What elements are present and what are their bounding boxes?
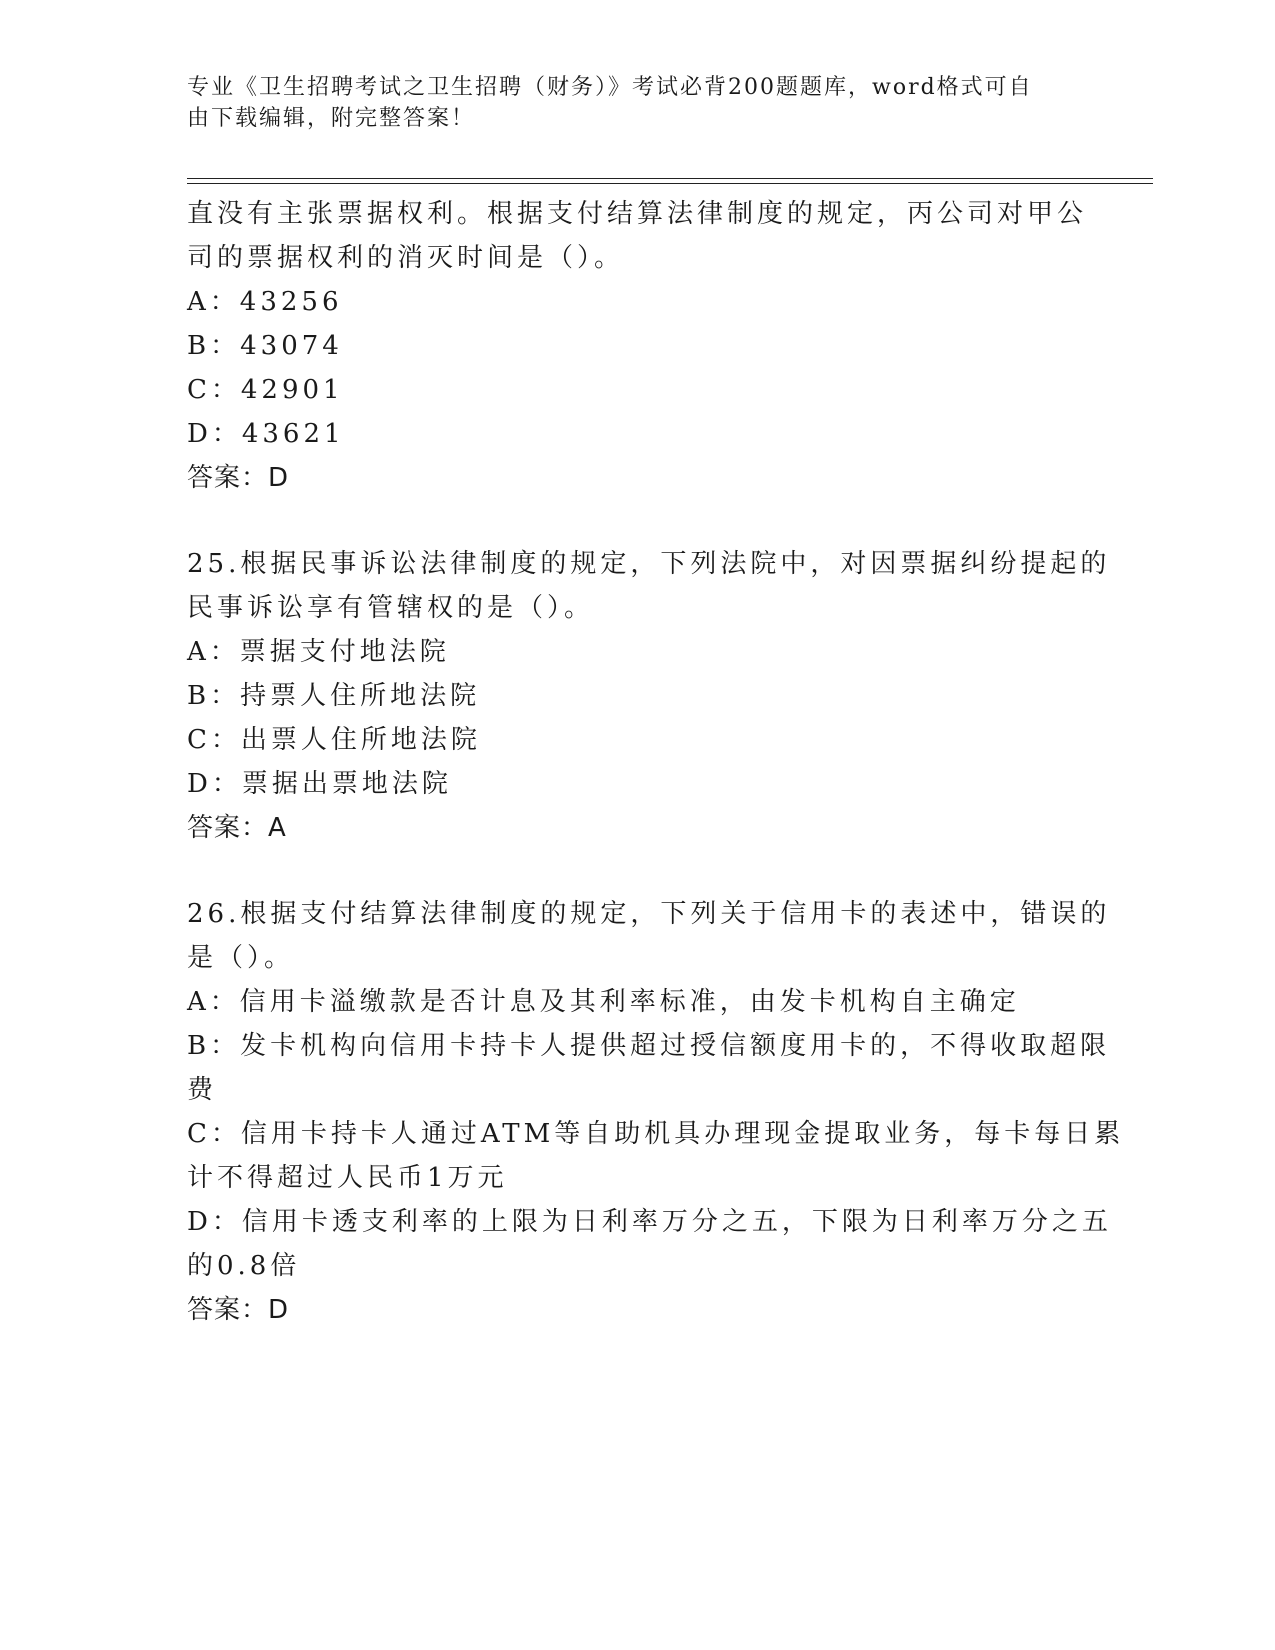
option-d-continuation: 的0.8倍 <box>187 1251 301 1281</box>
option-a: A：票据支付地法院 <box>187 637 450 667</box>
option-d: D：43621 <box>187 419 345 449</box>
header-divider-top <box>187 178 1153 179</box>
answer-line: 答案：D <box>187 1295 290 1325</box>
question-stem-line: 民事诉讼享有管辖权的是（）。 <box>187 593 595 623</box>
question-24 <box>187 192 1087 500</box>
option-d: D：信用卡透支利率的上限为日利率万分之五，下限为日利率万分之五 <box>187 1207 1112 1237</box>
document-header <box>187 72 1067 134</box>
option-b: B：发卡机构向信用卡持卡人提供超过授信额度用卡的，不得收取超限 <box>187 1031 1111 1061</box>
option-b: B：43074 <box>187 331 343 361</box>
question-stem-line: 26.根据支付结算法律制度的规定，下列关于信用卡的表述中，错误的 <box>187 899 1111 929</box>
spacer <box>187 850 1087 892</box>
question-stem-line: 司的票据权利的消灭时间是（）。 <box>187 243 625 273</box>
header-line-1: 专业《卫生招聘考试之卫生招聘（财务）》考试必背200题题库，word格式可自 <box>187 75 1033 100</box>
question-stem-line: 是（）。 <box>187 943 295 973</box>
option-c-continuation: 计不得超过人民币1万元 <box>187 1163 508 1193</box>
option-c: C：出票人住所地法院 <box>187 725 481 755</box>
document-body <box>187 192 1125 1332</box>
option-b: B：持票人住所地法院 <box>187 681 481 711</box>
header-divider-bottom <box>187 183 1153 184</box>
answer-line: 答案：A <box>187 813 287 843</box>
answer-line: 答案：D <box>187 463 290 493</box>
option-a: A：43256 <box>187 287 343 317</box>
option-b-continuation: 费 <box>187 1075 218 1105</box>
question-26 <box>187 892 1125 1332</box>
question-stem-line: 25.根据民事诉讼法律制度的规定，下列法院中，对因票据纠纷提起的 <box>187 549 1111 579</box>
header-line-2: 由下载编辑，附完整答案！ <box>187 106 476 131</box>
option-c: C：信用卡持卡人通过ATM等自助机具办理现金提取业务，每卡每日累 <box>187 1119 1125 1149</box>
option-a: A：信用卡溢缴款是否计息及其利率标准，由发卡机构自主确定 <box>187 987 1020 1017</box>
question-stem-line: 直没有主张票据权利。根据支付结算法律制度的规定，丙公司对甲公 <box>187 199 1088 229</box>
option-c: C：42901 <box>187 375 344 405</box>
spacer <box>187 500 1087 542</box>
question-25 <box>187 542 1111 850</box>
option-d: D：票据出票地法院 <box>187 769 452 799</box>
